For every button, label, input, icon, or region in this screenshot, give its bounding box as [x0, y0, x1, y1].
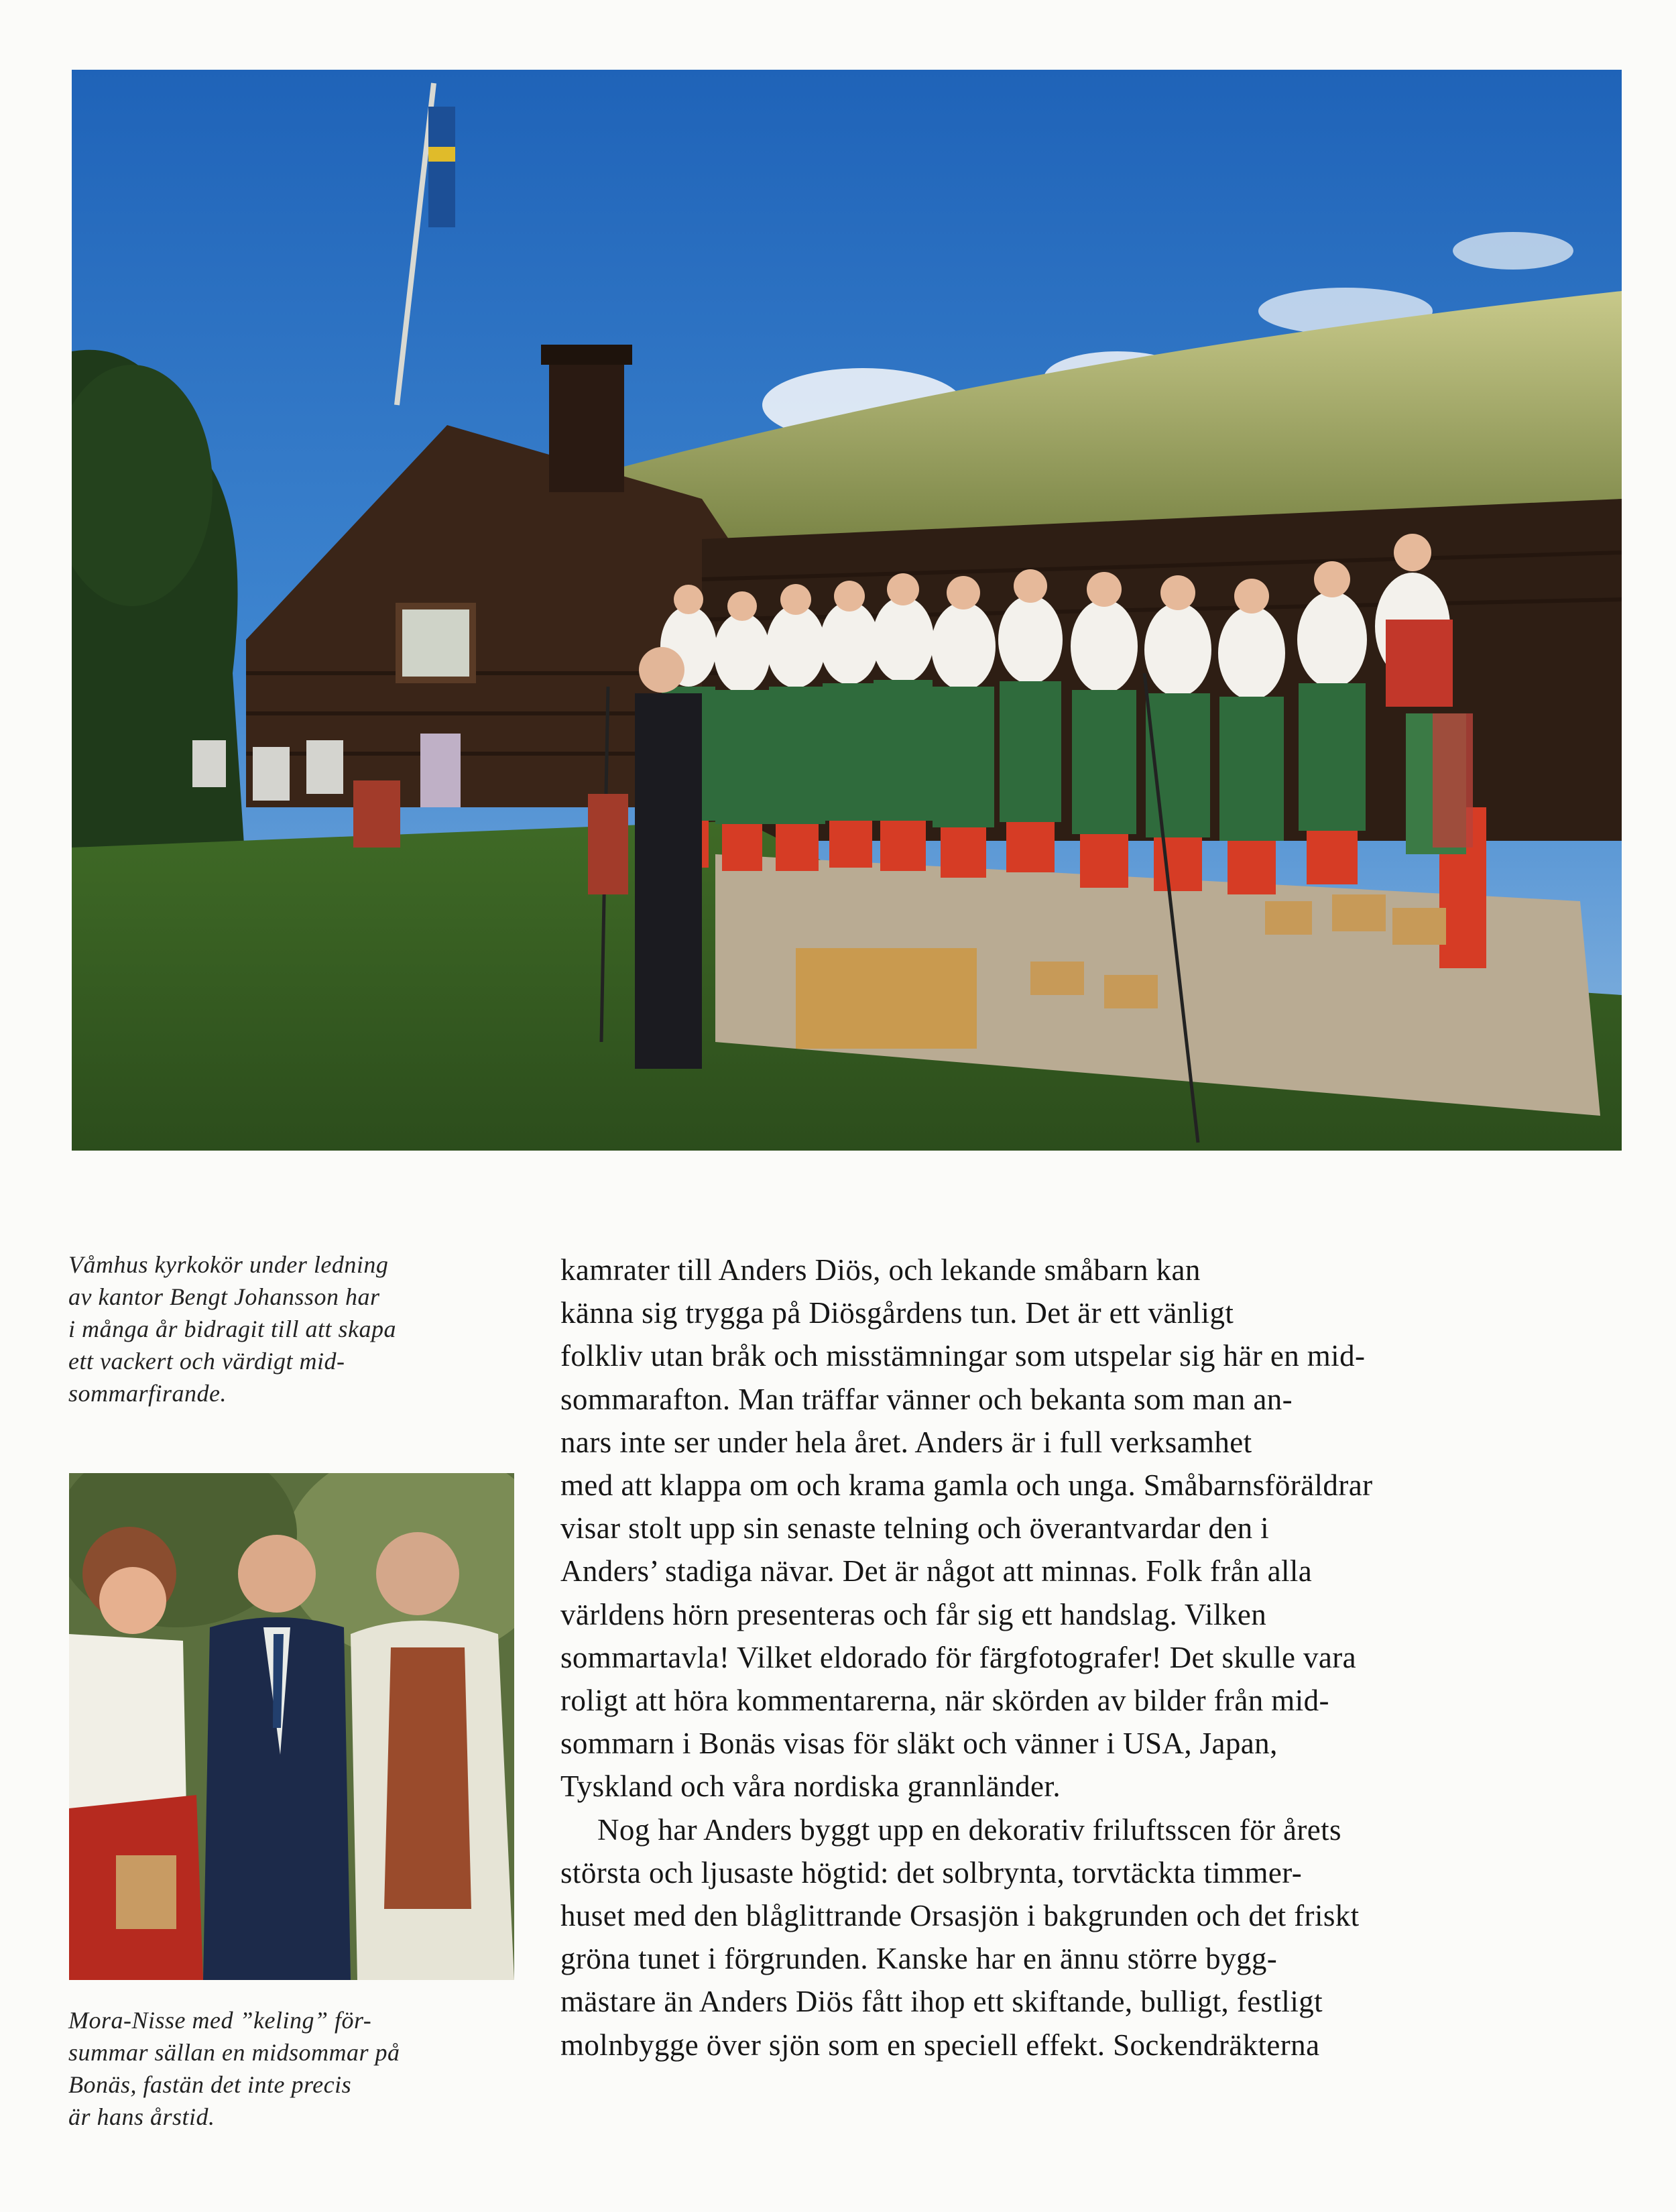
article-body [560, 1248, 1553, 2067]
body-line: nars inte ser under hela året. Anders är i full verksamhet [560, 1425, 1252, 1459]
body-line: molnbygge över sjön som en speciell effekt. Sockendräkterna [560, 2028, 1320, 2062]
body-line: världens hörn presenteras och får sig ett handslag. Vilken [560, 1597, 1267, 1631]
body-line: visar stolt upp sin senaste telning och överantvardar den i [560, 1511, 1270, 1546]
choir-photo [72, 70, 1622, 1151]
body-line: Nog har Anders byggt upp en dekorativ friluftsscen för årets [597, 1812, 1341, 1847]
caption-line: ett vackert och värdigt mid- [68, 1348, 345, 1375]
body-line: sommarn i Bonäs visas för släkt och vänner i USA, Japan, [560, 1727, 1278, 1761]
body-line: med att klappa om och krama gamla och unga. Småbarnsföräldrar [560, 1468, 1373, 1503]
body-line: Tyskland och våra nordiska grannländer. [560, 1769, 1061, 1804]
body-line: känna sig trygga på Diösgårdens tun. Det är ett vänligt [560, 1296, 1234, 1330]
body-line: folkliv utan bråk och misstämningar som utspelar sig här en mid- [560, 1339, 1366, 1373]
body-line: största och ljusaste högtid: det solbrynta, torvtäckta timmer- [560, 1855, 1303, 1889]
body-line: sommarafton. Man träffar vänner och bekanta som man an- [560, 1382, 1293, 1416]
caption-line: är hans årstid. [68, 2103, 215, 2130]
mora-nisse-caption [68, 2004, 497, 2133]
body-line: roligt att höra kommentarerna, när skörden av bilder från mid- [560, 1684, 1329, 1718]
caption-line: Bonäs, fastän det inte precis [68, 2071, 352, 2098]
body-line: gröna tunet i förgrunden. Kanske har en ännu större bygg- [560, 1942, 1278, 1976]
mora-nisse-photo [69, 1473, 514, 1980]
choir-photo-caption [68, 1248, 497, 1409]
caption-line: sommarfirande. [68, 1380, 227, 1407]
body-line: huset med den blåglittrande Orsasjön i bakgrunden och det friskt [560, 1899, 1360, 1933]
body-line: Anders’ stadiga nävar. Det är något att minnas. Folk från alla [560, 1554, 1313, 1588]
caption-line: i många år bidragit till att skapa [68, 1316, 397, 1342]
body-line: mästare än Anders Diös fått ihop ett skiftande, bulligt, festligt [560, 1985, 1323, 2019]
body-line: sommartavla! Vilket eldorado för färgfotografer! Det skulle vara [560, 1640, 1357, 1674]
caption-line: Mora-Nisse med ”keling” för- [68, 2007, 372, 2034]
body-line: kamrater till Anders Diös, och lekande småbarn kan [560, 1253, 1201, 1287]
caption-line: summar sällan en midsommar på [68, 2039, 400, 2066]
caption-line: Våmhus kyrkokör under ledning [68, 1251, 389, 1278]
caption-line: av kantor Bengt Johansson har [68, 1283, 380, 1310]
